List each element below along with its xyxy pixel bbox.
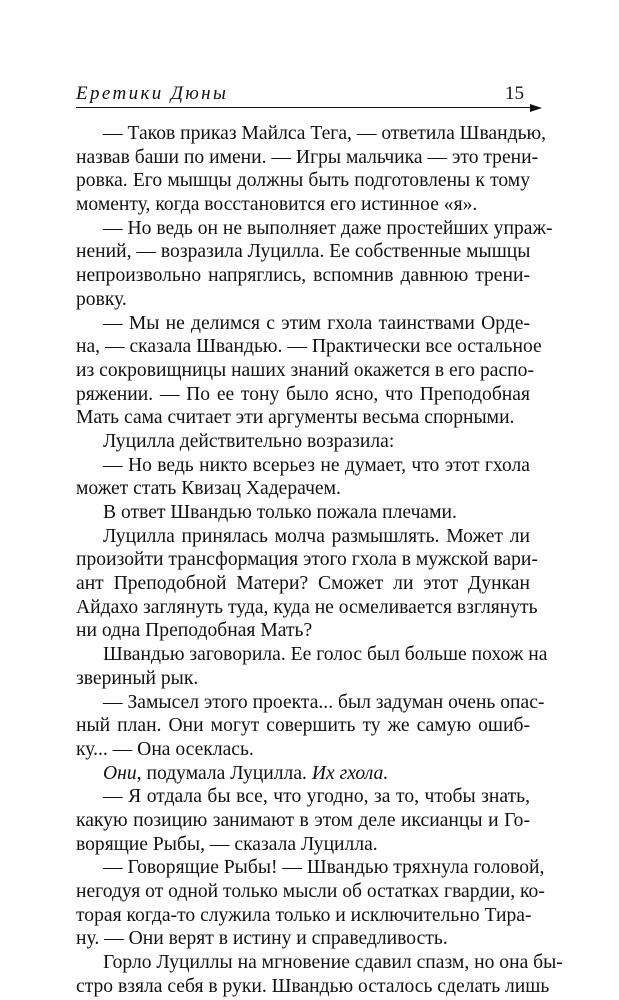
text-line: ну. — Они верят в истину и справедливость. <box>76 928 448 950</box>
text-line: на, — сказала Швандью. — Практически все остальное <box>76 336 542 358</box>
italic-fragment: Они, <box>103 762 142 784</box>
regular-fragment: подумала Луцилла. <box>141 762 312 784</box>
text-line: моменту, когда восстановится его истинное «я». <box>76 194 478 216</box>
text-line: ряжении. — По ее тону было ясно, что Преподобная <box>76 383 530 405</box>
text-line: Айдахо заглянуть туда, куда не осмеливается взглянуть <box>76 596 538 618</box>
text-line: какую позицию занимают в этом деле иксианцы и Го- <box>76 809 530 831</box>
running-title: Еретики Дюны <box>76 83 229 104</box>
text-line: может стать Квизац Хадерачем. <box>76 478 341 500</box>
text-line: негодуя от одной только мысли об остатках гвардии, ко- <box>76 881 545 902</box>
text-line: — Но ведь он не выполняет даже простейших упраж- <box>103 217 553 239</box>
header-rule <box>76 107 532 108</box>
header-rule-arrow-icon <box>530 104 542 112</box>
text-line: из сокровищницы наших знаний окажется в его распо- <box>76 359 534 381</box>
text-line: ный план. Они могут совершить ту же самую ошиб- <box>76 715 530 737</box>
text-line: торая когда-то служила только и исключительно Тира- <box>76 904 532 926</box>
text-line: Швандью заговорила. Ее голос был больше похож на <box>103 644 548 666</box>
text-line: звериный рык. <box>76 667 199 689</box>
text-line: Горло Луциллы на мгновение сдавил спазм, но она бы- <box>103 952 563 974</box>
text-line: Луцилла принялась молча размышлять. Может ли <box>103 525 530 547</box>
italic-fragment: Их гхола. <box>311 762 389 784</box>
text-line: ни одна Преподобная Мать? <box>76 620 313 642</box>
text-line: произойти трансформация этого гхола в мужской вари- <box>76 549 538 571</box>
text-line: — Таков приказ Майлса Тега, — ответила Швандью, <box>103 123 547 144</box>
text-line: ку... — Она осеклась. <box>76 738 254 760</box>
text-line: нений, — возразила Луцилла. Ее собственные мышцы <box>76 241 531 263</box>
text-line: Мать сама считает эти аргументы весьма спорными. <box>76 407 515 429</box>
page-number: 15 <box>505 83 524 104</box>
text-line: стро взяла себя в руки. Швандью осталось сделать лишь <box>76 975 550 997</box>
body-text <box>76 122 563 998</box>
text-line: — Замысел этого проекта... был задуман очень опас- <box>103 691 545 713</box>
text-line: назвав баши по имени. — Игры мальчика — это трени- <box>76 146 539 168</box>
text-line: — Но ведь никто всерьез не думает, что этот гхола <box>103 454 530 476</box>
text-line: ант Преподобной Матери? Сможет ли этот Дункан <box>76 573 530 595</box>
text-line: — Я отдала бы все, что угодно, за то, чтобы знать, <box>103 786 530 808</box>
text-line: ровка. Его мышцы должны быть подготовлены к тому <box>76 170 530 192</box>
text-line: ворящие Рыбы, — сказала Луцилла. <box>76 833 378 855</box>
text-line: — Мы не делимся с этим гхола таинствами Орде- <box>103 312 530 334</box>
text-line: Луцилла действительно возразила: <box>103 430 395 452</box>
text-line: ровку. <box>76 288 127 310</box>
text-line: непроизвольно напряглись, вспомнив давнюю трени- <box>76 265 530 287</box>
text-line: — Говорящие Рыбы! — Швандью тряхнула головой, <box>103 857 545 879</box>
text-line: В ответ Швандью только пожала плечами. <box>103 502 457 523</box>
text-line-italic-mixed <box>76 762 530 786</box>
page-header <box>76 82 542 110</box>
